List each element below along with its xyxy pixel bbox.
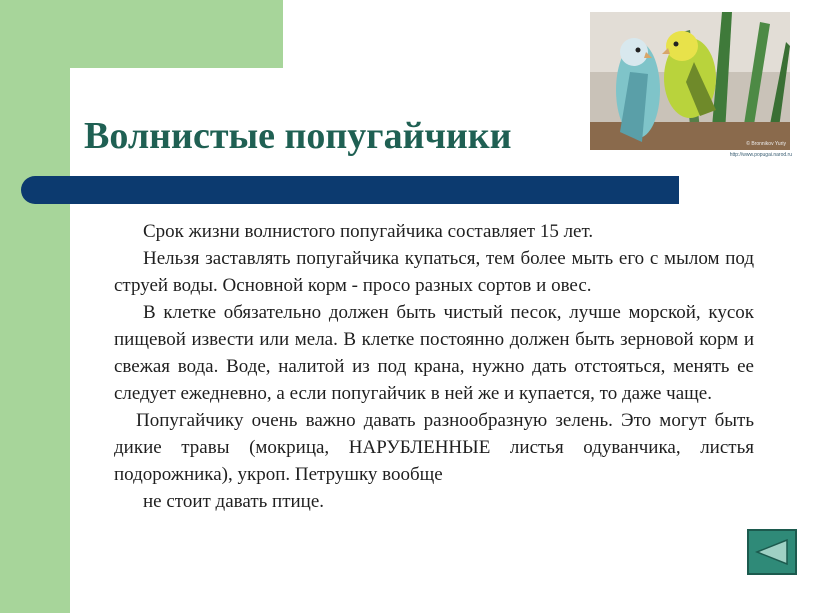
budgies-photo [590,12,790,150]
paragraph-lifespan: Срок жизни волнистого попугайчика составляет 15 лет. [143,221,594,242]
top-green-block [0,0,283,68]
paragraph-greens: Попугайчику очень важно давать разнообразную зелень. Это могут быть дикие травы (мокрица, НАРУБЛЕННЫЕ листья одуванчика, листья подорожника), укроп. Петрушку вообще [114,410,754,485]
back-arrow-icon [755,539,789,565]
paragraph-cage: В клетке обязательно должен быть чистый песок, лучше морской, кусок пищевой извести или мела. В клетке постоянно должен быть зерновой корм и свежая вода. Воде, налитой из под крана, нужно дать отстояться, менять ее следует ежедневно, а если попугайчик в ней же и купается, то даже чаще. [114,302,754,404]
left-green-bar [0,0,70,613]
paragraph-bathing-food: Нельзя заставлять попугайчика купаться, тем более мыть его с мылом под струей воды. Основной корм - просо разных сортов и овес. [114,248,754,296]
photo-credit: © Bronnikov Yuriy [746,141,786,147]
photo-source-url[interactable]: http://www.popugai.narod.ru [729,152,792,158]
title-underline-bar [21,176,679,204]
back-button[interactable] [747,529,797,575]
slide-title: Волнистые попугайчики [84,115,512,157]
body-text [114,218,754,515]
paragraph-greens-end: не стоит давать птице. [143,491,325,512]
